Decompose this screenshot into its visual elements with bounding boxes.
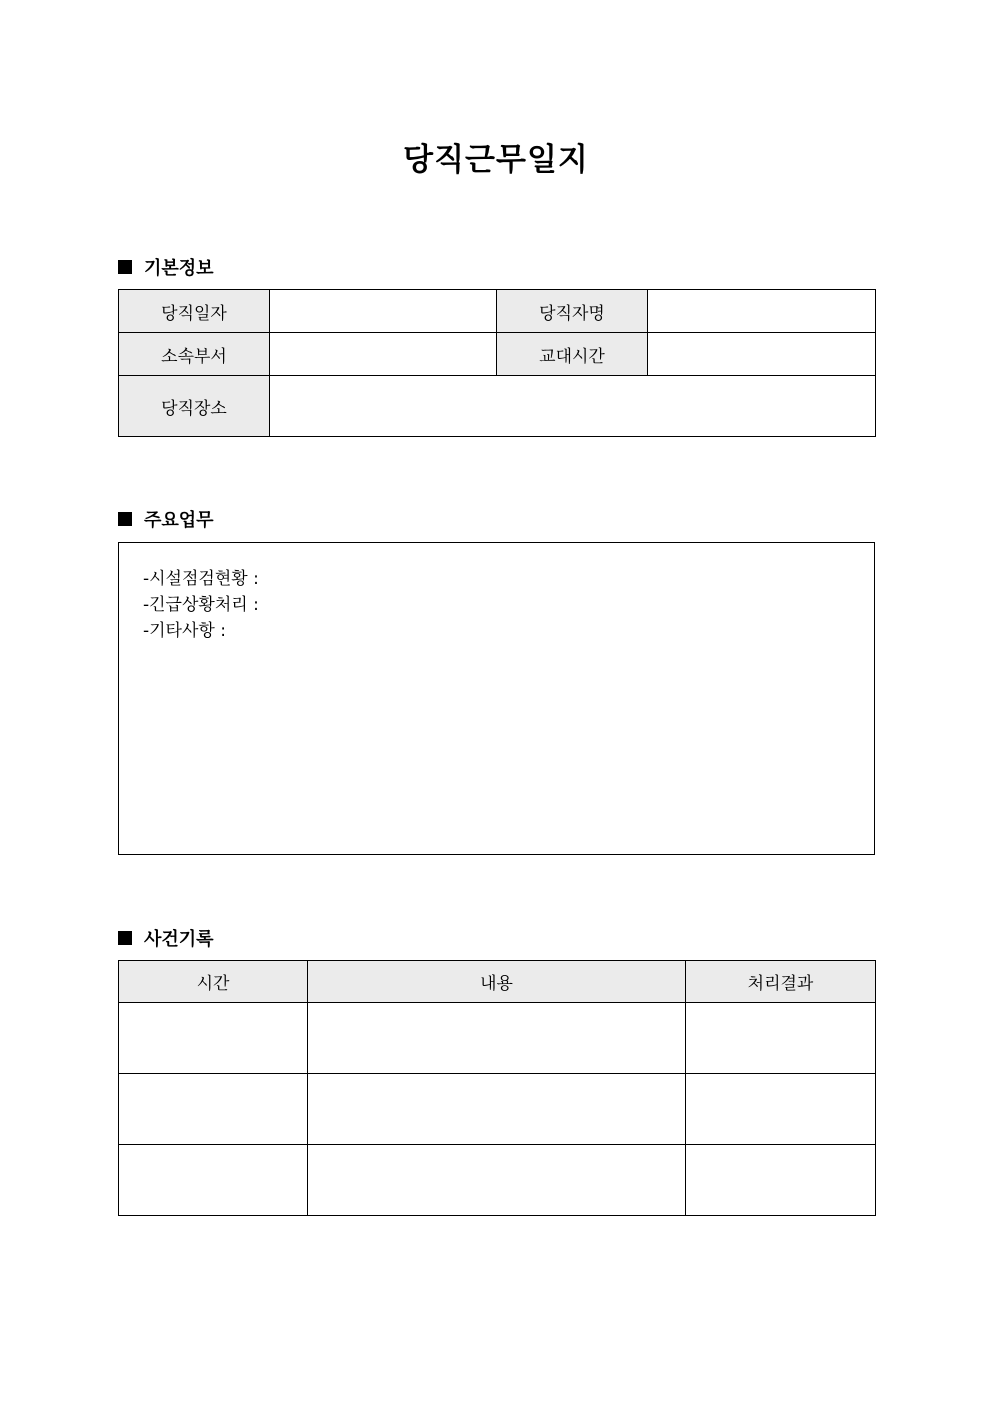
main-duties-box[interactable] xyxy=(118,542,875,855)
incident-log-table xyxy=(118,960,876,1216)
table-row xyxy=(119,376,876,437)
column-header-content: 내용 xyxy=(308,961,686,1003)
shift-time-label: 교대시간 xyxy=(497,333,648,376)
department-label: 소속부서 xyxy=(119,333,270,376)
document-title: 당직근무일지 xyxy=(403,142,589,178)
other-notes-line: -기타사항 : xyxy=(143,621,226,641)
result-cell[interactable] xyxy=(686,1003,876,1074)
column-header-time: 시간 xyxy=(119,961,308,1003)
section-heading-label: 사건기록 xyxy=(144,929,214,950)
square-bullet-icon xyxy=(118,512,132,526)
table-header-row xyxy=(119,961,876,1003)
column-header-result: 처리결과 xyxy=(686,961,876,1003)
duty-person-field[interactable] xyxy=(648,290,876,333)
section-heading-main-duties xyxy=(118,506,214,532)
time-cell[interactable] xyxy=(119,1003,308,1074)
section-heading-label: 주요업무 xyxy=(144,510,214,531)
square-bullet-icon xyxy=(118,931,132,945)
content-cell[interactable] xyxy=(308,1074,686,1145)
shift-time-field[interactable] xyxy=(648,333,876,376)
time-cell[interactable] xyxy=(119,1145,308,1216)
result-cell[interactable] xyxy=(686,1145,876,1216)
duty-date-field[interactable] xyxy=(270,290,497,333)
table-row xyxy=(119,1145,876,1216)
duty-date-label: 당직일자 xyxy=(119,290,270,333)
result-cell[interactable] xyxy=(686,1074,876,1145)
duty-location-field[interactable] xyxy=(270,376,876,437)
section-heading-basic-info xyxy=(118,254,214,280)
section-heading-label: 기본정보 xyxy=(144,258,214,279)
table-row xyxy=(119,290,876,333)
square-bullet-icon xyxy=(118,260,132,274)
time-cell[interactable] xyxy=(119,1074,308,1145)
content-cell[interactable] xyxy=(308,1145,686,1216)
content-cell[interactable] xyxy=(308,1003,686,1074)
basic-info-table xyxy=(118,289,876,437)
section-heading-incident-log xyxy=(118,925,214,951)
duty-person-label: 당직자명 xyxy=(497,290,648,333)
table-row xyxy=(119,1074,876,1145)
table-row xyxy=(119,333,876,376)
facility-inspection-line: -시설점검현황 : xyxy=(143,569,259,589)
department-field[interactable] xyxy=(270,333,497,376)
duty-location-label: 당직장소 xyxy=(119,376,270,437)
table-row xyxy=(119,1003,876,1074)
emergency-handling-line: -긴급상황처리 : xyxy=(143,595,259,615)
